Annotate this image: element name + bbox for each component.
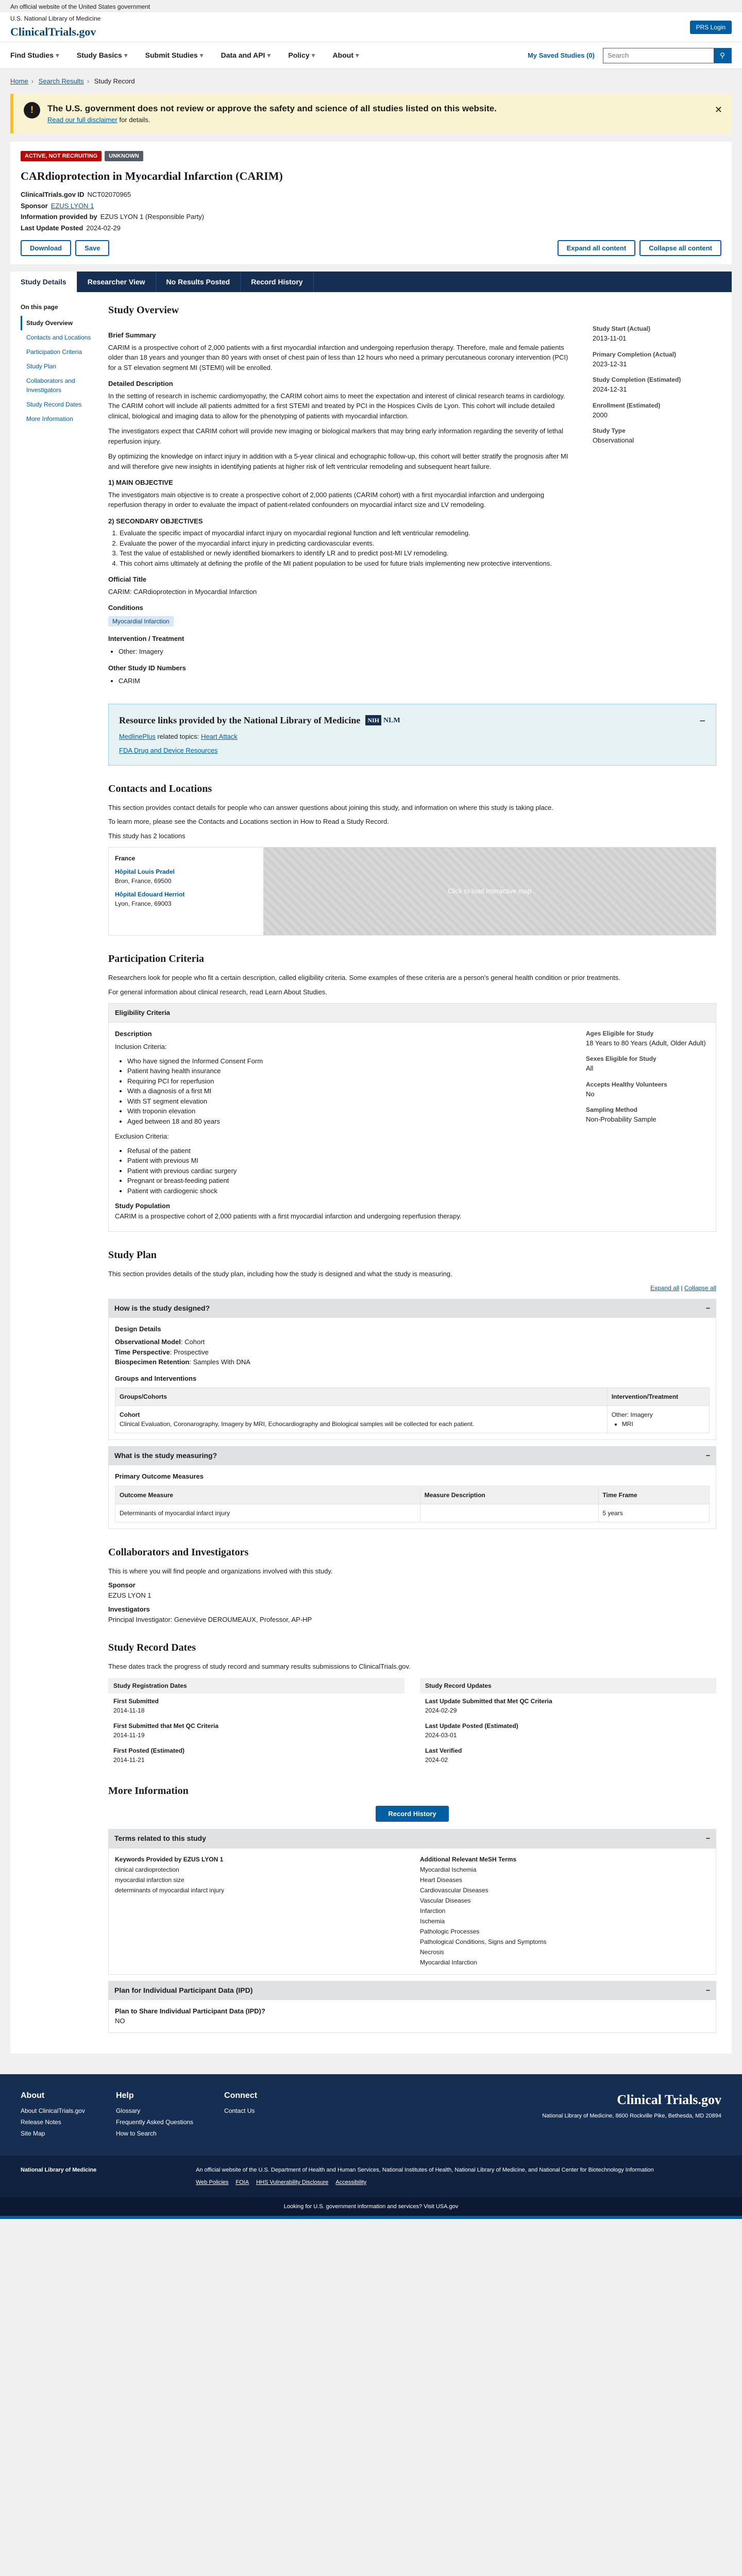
dates-intro: These dates track the progress of study record and summary results submissions to ClinicalTrials.gov. bbox=[108, 1663, 411, 1670]
bio-value: Samples With DNA bbox=[193, 1358, 250, 1366]
fact-label: Enrollment (Estimated) bbox=[593, 401, 661, 409]
collapse-icon[interactable]: − bbox=[699, 715, 705, 727]
mesh-item: Myocardial Infarction bbox=[420, 1958, 477, 1966]
footer-policy-link[interactable]: HHS Vulnerability Disclosure bbox=[256, 2179, 329, 2185]
model-value: Cohort bbox=[184, 1338, 205, 1346]
tab-record-history[interactable]: Record History bbox=[241, 272, 313, 292]
footer-link[interactable]: Frequently Asked Questions bbox=[115, 2118, 194, 2126]
footer-brand-title: Clinical Trials.gov bbox=[617, 2092, 721, 2107]
location-name[interactable]: Hôpital Louis Pradel bbox=[115, 868, 175, 875]
update-label: Last Update Posted bbox=[21, 224, 83, 232]
bio-label: Biospecimen Retention bbox=[115, 1358, 190, 1366]
overview-fact bbox=[593, 324, 716, 344]
date-value: 2024-03-01 bbox=[425, 1731, 457, 1739]
date-row bbox=[420, 1693, 716, 1718]
save-button[interactable]: Save bbox=[75, 240, 109, 256]
registration-heading: Study Registration Dates bbox=[108, 1678, 404, 1693]
breadcrumb-current: Study Record bbox=[94, 77, 135, 85]
footer-policy-link[interactable]: Accessibility bbox=[335, 2179, 367, 2185]
mesh-item: Infarction bbox=[420, 1907, 446, 1914]
disclaimer-link[interactable]: Read our full disclaimer bbox=[47, 116, 117, 124]
footer bbox=[0, 2074, 742, 2156]
study-tabs bbox=[10, 272, 732, 292]
criteria-fact bbox=[586, 1105, 710, 1125]
criteria-intro: Researchers look for people who fit a certain description, called eligibility criteria. Some examples of these criteria are a person's general health condition or prior treatments. bbox=[108, 974, 620, 981]
keywords-col bbox=[115, 1855, 404, 1968]
overview-side bbox=[593, 324, 716, 691]
medline-link[interactable]: MedlinePlus bbox=[119, 732, 156, 740]
collapse-icon: − bbox=[705, 1986, 710, 1994]
page-nav bbox=[10, 302, 108, 2033]
nav-menu-item[interactable]: Submit Studies ▾ bbox=[145, 50, 204, 61]
other-id-item: • CARIM bbox=[119, 676, 572, 686]
inclusion-item: • Who have signed the Informed Consent Form bbox=[127, 1056, 570, 1066]
fact-label: Study Type bbox=[593, 427, 626, 434]
location-list bbox=[109, 848, 263, 935]
detail-label: Detailed Description bbox=[108, 380, 173, 387]
footer-col-title: Connect bbox=[224, 2091, 258, 2100]
resource-title: Resource links provided by the National Library of Medicine bbox=[119, 715, 361, 725]
contacts-section bbox=[108, 781, 716, 936]
study-title: CARdioprotection in Myocardial Infarction (CARIM) bbox=[21, 170, 283, 182]
design-accordion[interactable] bbox=[108, 1299, 716, 1318]
logo-line2: ClinicalTrials.gov bbox=[10, 25, 96, 38]
outcome-table bbox=[115, 1486, 710, 1522]
site-header bbox=[0, 12, 742, 42]
secondary-objective: 1. Evaluate the specific impact of myocardial infarct injury on myocardial regional function and left ventricular remodeling. bbox=[120, 528, 572, 538]
sponsor-link[interactable]: EZUS LYON 1 bbox=[50, 201, 94, 210]
nav-menu-item[interactable]: About ▾ bbox=[333, 50, 359, 61]
date-value: 2014-11-18 bbox=[113, 1706, 145, 1714]
tab-no-results[interactable]: No Results Posted bbox=[156, 272, 241, 292]
investigators-label: Investigators bbox=[108, 1605, 150, 1613]
collapse-all-link[interactable]: Collapse all bbox=[684, 1284, 716, 1292]
dates-heading: Study Record Dates bbox=[108, 1642, 196, 1653]
mesh-item: Pathologic Processes bbox=[420, 1927, 480, 1935]
criteria-general: For general information about clinical research, read Learn About Studies. bbox=[108, 988, 327, 996]
prs-login-button[interactable]: PRS Login bbox=[690, 21, 732, 34]
exclusion-label: Exclusion Criteria: bbox=[115, 1132, 169, 1140]
page-nav-item[interactable]: Study Record Dates bbox=[26, 401, 82, 408]
exclusion-item: • Patient with previous cardiac surgery bbox=[127, 1166, 570, 1176]
measure-accordion[interactable] bbox=[108, 1446, 716, 1465]
collab-heading: Collaborators and Investigators bbox=[108, 1546, 249, 1558]
date-label: First Submitted that Met QC Criteria bbox=[113, 1722, 219, 1730]
measure-accordion-title: What is the study measuring? bbox=[114, 1451, 217, 1460]
overview-heading: Study Overview bbox=[108, 304, 179, 316]
date-value: 2014-11-21 bbox=[113, 1756, 145, 1764]
footer-link[interactable]: How to Search bbox=[115, 2129, 157, 2137]
keyword-item: myocardial infarction size bbox=[115, 1876, 184, 1884]
update-heading: Study Record Updates bbox=[420, 1678, 716, 1693]
terms-accordion[interactable] bbox=[108, 1829, 716, 1848]
nih-nlm-logo bbox=[365, 715, 400, 726]
arms-header: Intervention/Treatment bbox=[607, 1388, 709, 1406]
sponsor-label: Sponsor bbox=[21, 201, 48, 210]
criteria-heading: Participation Criteria bbox=[108, 953, 205, 964]
search-button[interactable] bbox=[714, 48, 731, 63]
main-objective: The investigators main objective is to create a prospective cohort of 2,000 patients (CARIM cohort) with a first myocardial infarction and undergoing reperfusion therapy in order to evaluate the impact of patient-related confounders on myocardial infarct size and LV remodeling. bbox=[108, 490, 545, 509]
footer-policy-link[interactable]: Web Policies bbox=[196, 2179, 229, 2185]
page-nav-item[interactable]: Study Plan bbox=[26, 363, 57, 370]
collapse-all-button[interactable]: Collapse all content bbox=[639, 240, 721, 256]
intervention-item: • Other: Imagery bbox=[119, 647, 572, 657]
date-row bbox=[420, 1743, 716, 1768]
mesh-item: Heart Diseases bbox=[420, 1876, 463, 1884]
footer-link[interactable]: Release Notes bbox=[21, 2118, 61, 2126]
fact-value: 2000 bbox=[593, 411, 608, 419]
update-dates bbox=[420, 1678, 716, 1768]
mesh-label: Additional Relevant MeSH Terms bbox=[420, 1855, 517, 1863]
outcome-cell: 5 years bbox=[598, 1504, 710, 1522]
outcome-cell: Determinants of myocardial infarct injury bbox=[115, 1504, 420, 1522]
nav-menu-item[interactable]: Find Studies ▾ bbox=[10, 50, 59, 61]
footer-link[interactable]: About ClinicalTrials.gov bbox=[21, 2107, 85, 2114]
resource-links: Resource links provided by the National Library of Medicine NIH NLM − MedlinePlus related topics: Heart Attack FDA Drug and Device Resources bbox=[108, 704, 716, 766]
outcome-cell bbox=[420, 1504, 598, 1522]
outcome-header: Measure Description bbox=[420, 1486, 598, 1504]
footer-link[interactable]: Site Map bbox=[21, 2129, 45, 2137]
location-count: This study has 2 locations bbox=[108, 832, 185, 840]
intervention-label: Intervention / Treatment bbox=[108, 634, 184, 642]
design-accordion-title: How is the study designed? bbox=[114, 1303, 210, 1312]
fact-value: No bbox=[586, 1090, 595, 1098]
arm-intervention-item: • MRI bbox=[622, 1419, 705, 1429]
inclusion-item: • Patient having health insurance bbox=[127, 1066, 570, 1076]
secondary-objective: 4. This cohort aims ultimately at defining the profile of the MI patient population to be used for future trials implementing new protective interventions. bbox=[120, 558, 572, 569]
date-row bbox=[420, 1718, 716, 1743]
footer-col-title: Help bbox=[115, 2091, 134, 2100]
conditions-label: Conditions bbox=[108, 604, 143, 612]
criteria-fact bbox=[586, 1054, 710, 1074]
mesh-col bbox=[420, 1855, 710, 1968]
date-value: 2014-11-19 bbox=[113, 1731, 145, 1739]
page-nav-item[interactable]: Contacts and Locations bbox=[26, 334, 91, 341]
arms-header: Groups/Cohorts bbox=[115, 1388, 608, 1406]
nav-menu-item[interactable]: Policy ▾ bbox=[288, 50, 315, 61]
time-label: Time Perspective bbox=[115, 1348, 170, 1356]
footer-nlm bbox=[0, 2156, 742, 2197]
brief-label: Brief Summary bbox=[108, 331, 156, 339]
secondary-objective: 3. Test the value of established or newly identified biomarkers to identify LR and to predict post-MI LV remodeling. bbox=[120, 548, 572, 558]
study-content bbox=[10, 292, 732, 2054]
date-value: 2024-02 bbox=[425, 1756, 448, 1764]
collab-intro: This is where you will find people and organizations involved with this study. bbox=[108, 1567, 333, 1575]
location-map[interactable]: Click to load interactive map bbox=[263, 848, 716, 935]
download-button[interactable]: Download bbox=[21, 240, 71, 256]
eligibility-title: Eligibility Criteria bbox=[109, 1004, 716, 1023]
fact-value: Non-Probability Sample bbox=[586, 1115, 656, 1123]
nih-badge: NIH bbox=[365, 715, 381, 725]
mesh-item: Necrosis bbox=[420, 1948, 444, 1956]
breadcrumb: Home › Search Results › Study Record bbox=[0, 69, 742, 94]
tab-study-details[interactable]: Study Details bbox=[10, 272, 77, 292]
footer-col-title: About bbox=[21, 2091, 45, 2100]
disclaimer-alert bbox=[10, 94, 732, 133]
main-objective-label: 1) MAIN OBJECTIVE bbox=[108, 479, 173, 486]
inclusion-item: • With troponin elevation bbox=[127, 1106, 570, 1116]
fact-value: All bbox=[586, 1064, 594, 1072]
footer-policy-link[interactable]: FOIA bbox=[235, 2179, 249, 2185]
design-title: Design Details bbox=[115, 1325, 161, 1333]
footer-col bbox=[116, 2090, 193, 2140]
location-address: Lyon, France, 69003 bbox=[115, 900, 172, 907]
collab-sponsor-label: Sponsor bbox=[108, 1581, 136, 1589]
footer-link[interactable]: Glossary bbox=[115, 2107, 141, 2114]
tab-researcher-view[interactable]: Researcher View bbox=[77, 272, 156, 292]
location-name[interactable]: Hôpital Edouard Herriot bbox=[115, 891, 185, 898]
footer-nlm-desc: An official website of the U.S. Department of Health and Human Services, National Institutes of Health, National Library of Medicine, and National Center for Biotechnology Information bbox=[196, 2166, 654, 2173]
investigator: Principal Investigator: Geneviève DEROUMEAUX, Professor, AP-HP bbox=[108, 1615, 312, 1623]
fact-value: 2024-12-31 bbox=[593, 385, 627, 393]
footer-brand-sub: National Library of Medicine, 8600 Rockville Pike, Bethesda, MD 20894 bbox=[542, 2112, 721, 2119]
fact-label: Accepts Healthy Volunteers bbox=[586, 1080, 667, 1088]
fact-value: 2023-12-31 bbox=[593, 360, 627, 368]
mesh-item: Vascular Diseases bbox=[420, 1896, 471, 1904]
nav-menu-item[interactable]: Data and API ▾ bbox=[221, 50, 271, 61]
contacts-learn: To learn more, please see the Contacts and Locations section in How to Read a Study Record. bbox=[108, 818, 389, 825]
search-input[interactable] bbox=[603, 48, 714, 63]
collapse-icon: − bbox=[705, 1834, 710, 1842]
arm-desc: Clinical Evaluation, Coronarography, Imagery by MRI, Echocardiography and Biological samples will be collected for each patient. bbox=[120, 1420, 475, 1428]
id-label: ClinicalTrials.gov ID bbox=[21, 191, 85, 198]
detail-p1: In the setting of research in ischemic cardiomyopathy, the CARIM cohort aims to meet the expectation and interest of clinical research teams in cardiology. The CARIM cohort will include all patients admitted for a first STEMI and treated by PCI in the Hospices Civils de Lyon. This cohort will include detailed clinical, biological and imaging data to allow for the phenotyping of patients with myocardial infarction. bbox=[108, 392, 565, 420]
heart-attack-link[interactable]: Heart Attack bbox=[200, 732, 238, 740]
keywords-label: Keywords Provided by EZUS LYON 1 bbox=[115, 1855, 224, 1863]
mesh-item: Cardiovascular Diseases bbox=[420, 1886, 488, 1894]
inclusion-item: • Aged between 18 and 80 years bbox=[127, 1116, 570, 1127]
outcome-header: Outcome Measure bbox=[115, 1486, 420, 1504]
other-ids-label: Other Study ID Numbers bbox=[108, 664, 186, 672]
ipd-title: Plan for Individual Participant Data (IPD) bbox=[114, 1986, 253, 1994]
secondary-objectives-list bbox=[120, 528, 572, 568]
footer-bottom: Looking for U.S. government information and services? Visit USA.gov bbox=[0, 2197, 742, 2216]
date-label: Last Update Submitted that Met QC Criteria bbox=[425, 1697, 552, 1705]
bottom-strip bbox=[0, 2216, 742, 2219]
date-label: First Submitted bbox=[113, 1697, 159, 1705]
more-heading: More Information bbox=[108, 1785, 189, 1797]
fact-label: Primary Completion (Actual) bbox=[593, 350, 677, 358]
criteria-section bbox=[108, 951, 716, 1232]
main-column bbox=[108, 302, 732, 2033]
overview-fact bbox=[593, 401, 716, 420]
page-nav-item[interactable]: Collaborators and Investigators bbox=[26, 377, 75, 394]
page-nav-item[interactable]: Participation Criteria bbox=[26, 348, 82, 355]
brief-summary: CARIM is a prospective cohort of 2,000 patients with a first myocardial infarction and undergoing reperfusion therapy. Therefore, male and female patients older than 18 years and younger than 80 years with onset of chest pain of less than 12 hours who need a primary percutaneous coronary intervention (PCI) for a ST elevation segment MI (STEMI) will be enrolled. bbox=[108, 343, 568, 371]
page-nav-title: On this page bbox=[21, 303, 58, 311]
gov-banner: An official website of the United States government bbox=[0, 0, 742, 12]
nav-menu-item[interactable]: Study Basics ▾ bbox=[77, 50, 128, 61]
overview-fact bbox=[593, 426, 716, 446]
overview-fact bbox=[593, 350, 716, 369]
exclusion-item: • Pregnant or breast-feeding patient bbox=[127, 1176, 570, 1186]
inclusion-label: Inclusion Criteria: bbox=[115, 1043, 167, 1050]
contacts-intro: This section provides contact details for people who can answer questions about joining this study, and information on where this study is taking place. bbox=[108, 803, 554, 811]
mesh-item: Pathological Conditions, Signs and Symptoms bbox=[420, 1938, 547, 1945]
plan-heading: Study Plan bbox=[108, 1249, 157, 1261]
arms-title: Groups and Interventions bbox=[115, 1374, 197, 1382]
dates-section bbox=[108, 1640, 716, 1768]
search-box bbox=[603, 48, 732, 63]
breadcrumb-home[interactable]: Home bbox=[10, 77, 28, 85]
collab-section bbox=[108, 1545, 716, 1625]
registration-dates bbox=[108, 1678, 404, 1768]
population-text: CARIM is a prospective cohort of 2,000 patients with a first myocardial infarction and undergoing reperfusion therapy. bbox=[115, 1212, 462, 1220]
main-nav bbox=[0, 42, 742, 69]
time-value: Prospective bbox=[173, 1348, 209, 1356]
breadcrumb-search-results[interactable]: Search Results bbox=[38, 77, 84, 85]
close-icon[interactable]: ✕ bbox=[714, 104, 722, 115]
detail-p2: The investigators expect that CARIM cohort will provide new imaging or biological markers that may bring early information regarding the severity of lethal reperfusion injury. bbox=[108, 427, 563, 445]
footer-nlm-title: National Library of Medicine bbox=[21, 2166, 97, 2173]
exclusion-item: • Patient with previous MI bbox=[127, 1156, 570, 1166]
ipd-label: Plan to Share Individual Participant Data (IPD)? bbox=[115, 2007, 265, 2015]
secondary-objectives-label: 2) SECONDARY OBJECTIVES bbox=[108, 517, 203, 525]
population-label: Study Population bbox=[115, 1202, 170, 1210]
ipd-value: NO bbox=[115, 2017, 125, 2025]
official-title-label: Official Title bbox=[108, 575, 147, 583]
fact-value: 18 Years to 80 Years (Adult, Older Adult) bbox=[586, 1039, 706, 1047]
contacts-heading: Contacts and Locations bbox=[108, 783, 212, 794]
saved-studies-link[interactable]: My Saved Studies (0) bbox=[527, 51, 595, 59]
record-history-button[interactable]: Record History bbox=[376, 1806, 448, 1822]
date-value: 2024-02-29 bbox=[425, 1706, 457, 1714]
collapse-icon: − bbox=[705, 1451, 710, 1460]
logo-line1: U.S. National Library of Medicine bbox=[10, 15, 101, 22]
date-row bbox=[108, 1718, 404, 1743]
date-row bbox=[108, 1693, 404, 1718]
secondary-objective: 2. Evaluate the power of the myocardial infarct injury in predicting cardiovascular events. bbox=[120, 538, 572, 549]
fact-label: Study Completion (Estimated) bbox=[593, 376, 681, 383]
footer-brand bbox=[542, 2090, 721, 2140]
study-id: NCT02070965 bbox=[87, 191, 131, 198]
alert-suffix: for details. bbox=[119, 116, 150, 124]
plan-section: Study Plan This section provides details of the study plan, including how the study is designed and what the study is measuring. Expand all | Collapse all How is the study designed? − Design Details Observational Model: Cohort Time Perspective: Prospective Biospecimen Retention: Samples With DNA Groups and Interventions Groups/Cohorts Intervention/Treatment Cohort Clinical Evaluation, Coronarography, Imagery by MRI, Echocardiography and Biological samples will be collected for each patient. Other: Imagery • MRI What is the study measuring? − Primary Outcome Measures Outcome Measure Measure Description Time Frame Determinants of myocardial infarct injury 5 years bbox=[108, 1247, 716, 1529]
fact-value: 2013-11-01 bbox=[593, 334, 627, 342]
location-address: Bron, France, 69500 bbox=[115, 877, 172, 885]
arm-name: Cohort bbox=[120, 1411, 140, 1418]
collapse-icon: − bbox=[705, 1303, 710, 1312]
footer-col bbox=[21, 2090, 85, 2140]
fda-link[interactable]: FDA Drug and Device Resources bbox=[119, 747, 218, 754]
expand-all-button[interactable]: Expand all content bbox=[558, 240, 636, 256]
criteria-fact bbox=[586, 1029, 710, 1048]
site-logo[interactable] bbox=[10, 14, 100, 40]
exclusion-item: • Refusal of the patient bbox=[127, 1146, 570, 1156]
status-badge: ACTIVE, NOT RECRUITING bbox=[21, 151, 102, 162]
inclusion-list bbox=[127, 1056, 570, 1127]
date-label: Last Update Posted (Estimated) bbox=[425, 1722, 518, 1730]
fact-label: Ages Eligible for Study bbox=[586, 1029, 654, 1037]
exclusion-list bbox=[127, 1146, 570, 1196]
page-nav-item[interactable]: More Information bbox=[26, 415, 73, 422]
exclusion-item: • Patient with cardiogenic shock bbox=[127, 1186, 570, 1196]
location-country: France bbox=[115, 855, 136, 862]
model-label: Observational Model bbox=[115, 1338, 181, 1346]
footer-col bbox=[224, 2090, 257, 2140]
fact-label: Sexes Eligible for Study bbox=[586, 1055, 656, 1062]
terms-title: Terms related to this study bbox=[114, 1834, 206, 1842]
detail-p3: By optimizing the knowledge on infarct injury in addition with a 5-year clinical and echographic follow-up, this cohort will better stratify the prognosis after MI and will therefore give new insights in identifying patients at higher risk of left ventricular remodeling and subsequent heart failure. bbox=[108, 452, 568, 470]
outcome-title: Primary Outcome Measures bbox=[115, 1472, 204, 1480]
date-label: First Posted (Estimated) bbox=[113, 1747, 185, 1754]
outcome-header: Time Frame bbox=[598, 1486, 710, 1504]
more-section bbox=[108, 1783, 716, 2033]
condition-pill[interactable]: Myocardial Infarction bbox=[108, 616, 174, 626]
overview-fact bbox=[593, 375, 716, 395]
fact-value: Observational bbox=[593, 436, 634, 444]
plan-intro: This section provides details of the study plan, including how the study is designed and what the study is measuring. bbox=[108, 1270, 452, 1278]
info-label: Information provided by bbox=[21, 213, 97, 221]
expand-all-link[interactable]: Expand all bbox=[650, 1284, 680, 1292]
mesh-item: Myocardial Ischemia bbox=[420, 1866, 477, 1873]
status-badge-unknown: UNKNOWN bbox=[105, 151, 143, 162]
search-icon: ⚲ bbox=[720, 51, 725, 59]
info-value: EZUS LYON 1 (Responsible Party) bbox=[100, 213, 205, 221]
criteria-fact bbox=[586, 1080, 710, 1099]
keyword-item: determinants of myocardial infarct injury bbox=[115, 1886, 225, 1894]
criteria-side bbox=[586, 1029, 710, 1226]
date-label: Last Verified bbox=[425, 1747, 462, 1754]
date-row bbox=[108, 1743, 404, 1768]
description-label: Description bbox=[115, 1029, 152, 1038]
fact-label: Sampling Method bbox=[586, 1106, 637, 1113]
official-title: CARIM: CARdioprotection in Myocardial Infarction bbox=[108, 587, 257, 596]
inclusion-item: • With a diagnosis of a first MI bbox=[127, 1086, 570, 1096]
collab-sponsor: EZUS LYON 1 bbox=[108, 1591, 151, 1599]
arm-intervention: Other: Imagery bbox=[611, 1411, 653, 1418]
footer-link[interactable]: Contact Us bbox=[224, 2107, 255, 2114]
mesh-item: Ischemia bbox=[420, 1917, 445, 1925]
study-header bbox=[10, 142, 732, 265]
alert-title: The U.S. government does not review or approve the safety and science of all studies listed on this website. bbox=[47, 103, 497, 113]
inclusion-item: • Requiring PCI for reperfusion bbox=[127, 1076, 570, 1087]
page-nav-item[interactable]: Study Overview bbox=[21, 316, 98, 330]
ipd-accordion[interactable] bbox=[108, 1981, 716, 2000]
update-value: 2024-02-29 bbox=[86, 224, 121, 232]
warning-icon: ! bbox=[24, 102, 40, 118]
keyword-item: clinical cardioprotection bbox=[115, 1866, 179, 1873]
nlm-text: NLM bbox=[383, 716, 400, 724]
fact-label: Study Start (Actual) bbox=[593, 325, 651, 332]
inclusion-item: • With ST segment elevation bbox=[127, 1096, 570, 1107]
arms-table bbox=[115, 1387, 710, 1433]
